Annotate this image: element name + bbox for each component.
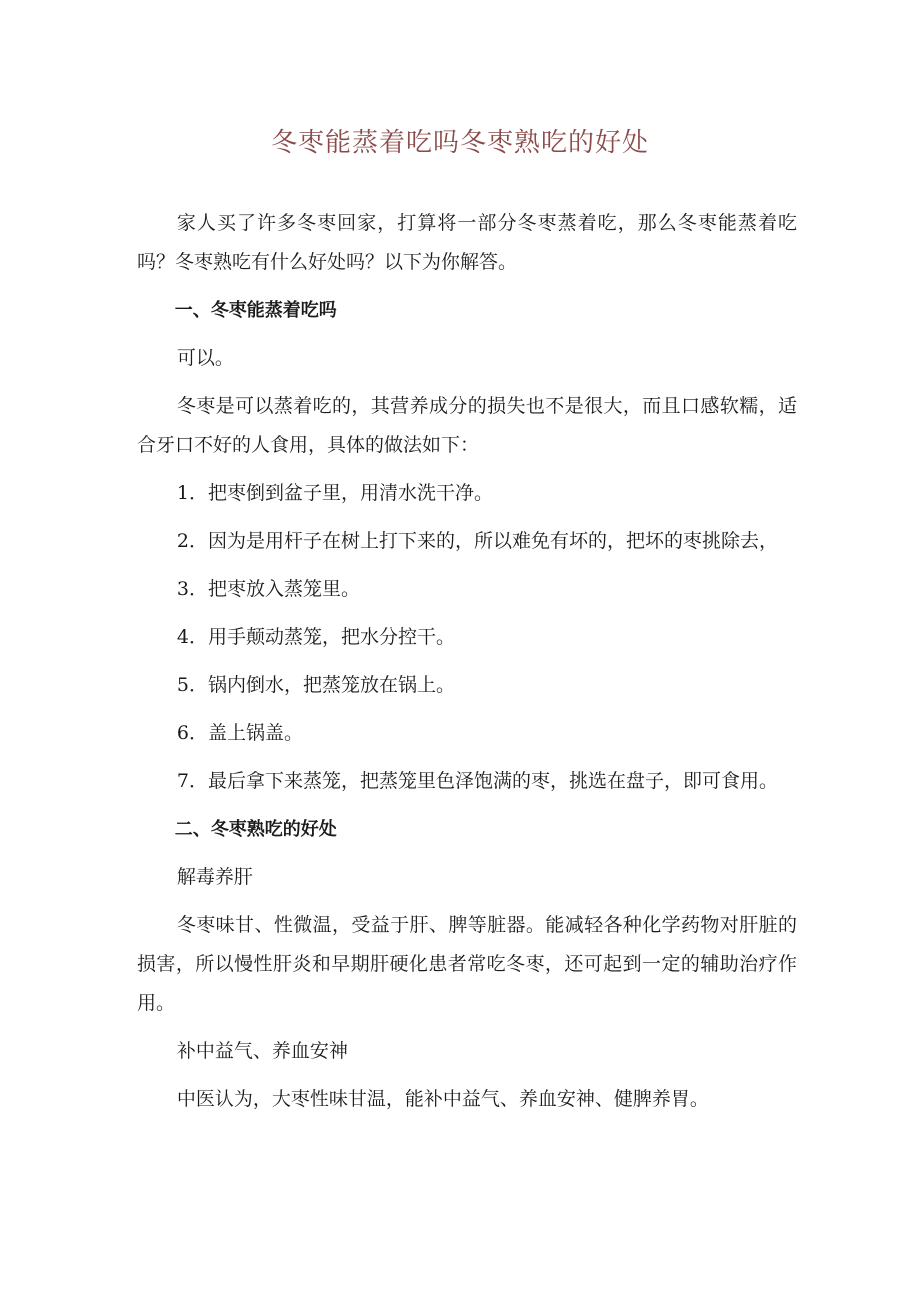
answer-paragraph: 可以。 bbox=[176, 347, 234, 369]
list-item: 4．用手颠动蒸笼，把水分控干。 bbox=[176, 626, 455, 648]
list-item: 5．锅内倒水，把蒸笼放在锅上。 bbox=[176, 674, 455, 696]
document-body bbox=[137, 204, 797, 1128]
page-title: 冬枣能蒸着吃吗冬枣熟吃的好处 bbox=[270, 128, 649, 158]
benefit-title-2: 补中益气、养血安神 bbox=[176, 1040, 348, 1062]
benefit-title-1: 解毒养肝 bbox=[176, 866, 253, 888]
section-heading-2: 二、冬枣熟吃的好处 bbox=[174, 819, 337, 840]
section-heading-1: 一、冬枣能蒸着吃吗 bbox=[174, 300, 337, 321]
list-item: 1．把枣倒到盆子里，用清水洗干净。 bbox=[176, 482, 493, 504]
benefit-text-1: 冬枣味甘、性微温，受益于肝、脾等脏器。能减轻各种化学药物对肝脏的损害，所以慢性肝炎和早期肝硬化患者常吃冬枣，还可起到一定的辅助治疗作用。 bbox=[137, 914, 797, 1014]
benefit-text-2: 中医认为，大枣性味甘温，能补中益气、养血安神、健脾养胃。 bbox=[176, 1088, 709, 1110]
list-item: 3．把枣放入蒸笼里。 bbox=[176, 578, 360, 600]
list-item: 7．最后拿下来蒸笼，把蒸笼里色泽饱满的枣，挑选在盘子，即可食用。 bbox=[176, 770, 778, 792]
list-item: 6．盖上锅盖。 bbox=[176, 722, 303, 744]
list-item: 2．因为是用杆子在树上打下来的，所以难免有坏的，把坏的枣挑除去， bbox=[176, 530, 778, 552]
intro-paragraph: 家人买了许多冬枣回家，打算将一部分冬枣蒸着吃，那么冬枣能蒸着吃吗？冬枣熟吃有什么好处吗？以下为你解答。 bbox=[137, 212, 797, 273]
explain-paragraph: 冬枣是可以蒸着吃的，其营养成分的损失也不是很大，而且口感软糯，适合牙口不好的人食用，具体的做法如下： bbox=[137, 395, 797, 456]
